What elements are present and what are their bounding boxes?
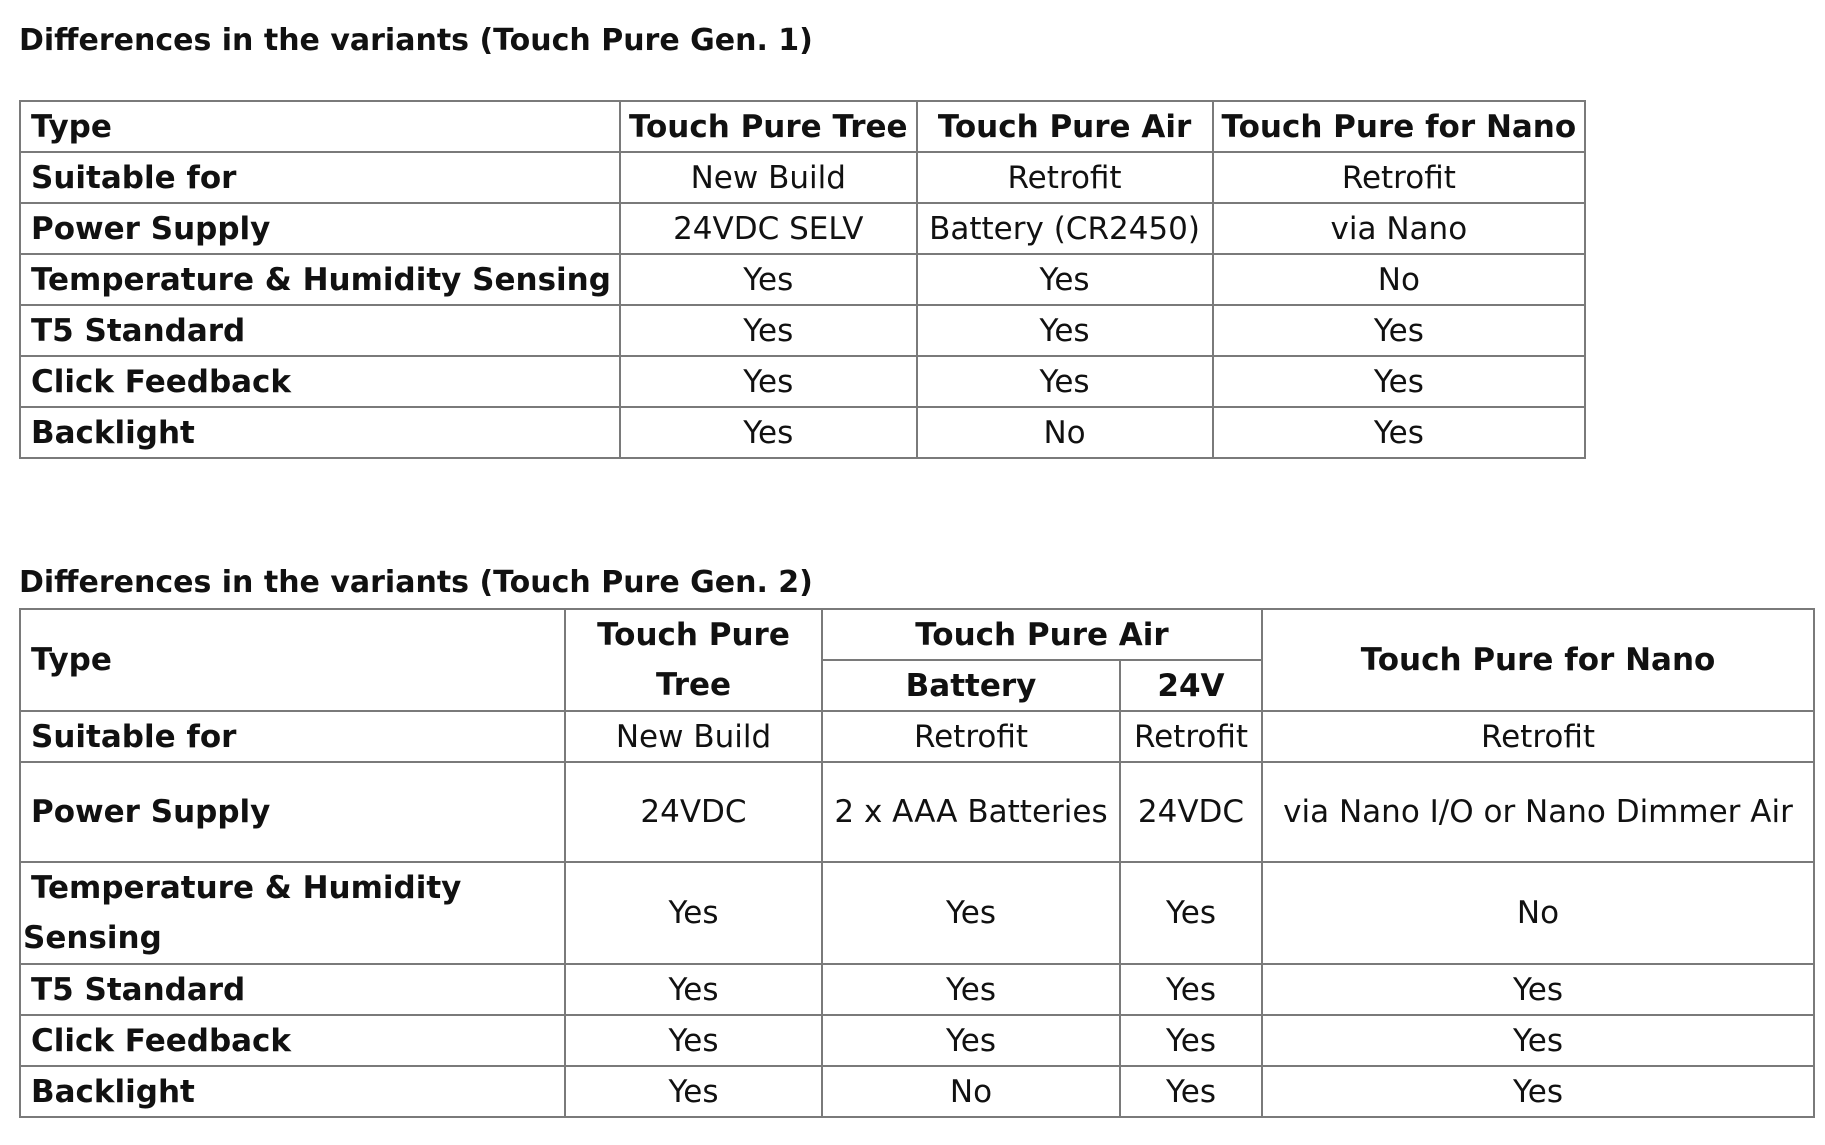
cell-tree: Yes [620, 356, 917, 407]
row-label: Suitable for [20, 711, 565, 762]
cell-air-24v: Yes [1120, 1015, 1262, 1066]
cell-tree: 24VDC [565, 762, 822, 862]
cell-tree: Yes [565, 1066, 822, 1117]
cell-air: Yes [917, 356, 1213, 407]
cell-air-battery: Retrofit [822, 711, 1120, 762]
cell-air: Yes [917, 254, 1213, 305]
header-air-battery: Battery [822, 660, 1120, 711]
table-row [20, 762, 1814, 862]
header-air-24v: 24V [1120, 660, 1262, 711]
cell-air-battery: Yes [822, 964, 1120, 1015]
table-row [20, 152, 1585, 203]
cell-nano: Yes [1262, 964, 1814, 1015]
header-touch-pure-air: Touch Pure Air [917, 101, 1213, 152]
row-label: Click Feedback [20, 356, 620, 407]
cell-air: Yes [917, 305, 1213, 356]
cell-nano: Yes [1262, 1066, 1814, 1117]
cell-nano: Yes [1213, 356, 1586, 407]
table-row [20, 305, 1585, 356]
cell-tree: 24VDC SELV [620, 203, 917, 254]
row-label: Temperature & Humidity Sensing [20, 254, 620, 305]
row-label: Temperature & Humidity Sensing [20, 862, 565, 964]
table-header-row [20, 609, 1814, 660]
row-label: Power Supply [20, 203, 620, 254]
cell-nano: Retrofit [1213, 152, 1586, 203]
cell-air-battery: 2 x AAA Batteries [822, 762, 1120, 862]
header-touch-pure-for-nano: Touch Pure for Nano [1262, 609, 1814, 711]
row-label: Backlight [20, 1066, 565, 1117]
row-label: T5 Standard [20, 964, 565, 1015]
cell-air-battery: Yes [822, 862, 1120, 964]
cell-air: Battery (CR2450) [917, 203, 1213, 254]
header-type: Type [20, 609, 565, 711]
cell-air-battery: Yes [822, 1015, 1120, 1066]
table-row [20, 1015, 1814, 1066]
header-touch-pure-air: Touch Pure Air [822, 609, 1262, 660]
cell-nano: No [1262, 862, 1814, 964]
cell-air-24v: 24VDC [1120, 762, 1262, 862]
header-touch-pure-tree: Touch Pure Tree [565, 609, 822, 711]
cell-nano: Yes [1262, 1015, 1814, 1066]
cell-air: Retrofit [917, 152, 1213, 203]
cell-nano: Yes [1213, 407, 1586, 458]
cell-tree: Yes [620, 407, 917, 458]
table-row [20, 407, 1585, 458]
row-label: Power Supply [20, 762, 565, 862]
table-row [20, 862, 1814, 964]
table-row [20, 711, 1814, 762]
table-header-row [20, 101, 1585, 152]
cell-nano: via Nano I/O or Nano Dimmer Air [1262, 762, 1814, 862]
gen2-section-title: Differences in the variants (Touch Pure Gen. 2) [19, 565, 813, 600]
cell-nano: Yes [1213, 305, 1586, 356]
cell-nano: Retrofit [1262, 711, 1814, 762]
cell-air-battery: No [822, 1066, 1120, 1117]
header-type: Type [20, 101, 620, 152]
cell-air-24v: Yes [1120, 862, 1262, 964]
cell-air: No [917, 407, 1213, 458]
table-row [20, 1066, 1814, 1117]
table-row [20, 203, 1585, 254]
row-label: Click Feedback [20, 1015, 565, 1066]
table-row [20, 356, 1585, 407]
gen1-variants-table [19, 100, 1586, 459]
cell-tree: New Build [565, 711, 822, 762]
cell-nano: No [1213, 254, 1586, 305]
cell-air-24v: Yes [1120, 964, 1262, 1015]
table-row [20, 254, 1585, 305]
header-touch-pure-for-nano: Touch Pure for Nano [1213, 101, 1586, 152]
row-label: T5 Standard [20, 305, 620, 356]
row-label: Backlight [20, 407, 620, 458]
row-label: Suitable for [20, 152, 620, 203]
cell-tree: Yes [620, 305, 917, 356]
cell-tree: Yes [565, 862, 822, 964]
cell-tree: New Build [620, 152, 917, 203]
cell-air-24v: Retrofit [1120, 711, 1262, 762]
cell-tree: Yes [565, 1015, 822, 1066]
cell-air-24v: Yes [1120, 1066, 1262, 1117]
header-touch-pure-tree: Touch Pure Tree [620, 101, 917, 152]
cell-nano: via Nano [1213, 203, 1586, 254]
cell-tree: Yes [565, 964, 822, 1015]
table-row [20, 964, 1814, 1015]
gen2-variants-table [19, 608, 1815, 1118]
cell-tree: Yes [620, 254, 917, 305]
gen1-section-title: Differences in the variants (Touch Pure Gen. 1) [19, 23, 813, 58]
